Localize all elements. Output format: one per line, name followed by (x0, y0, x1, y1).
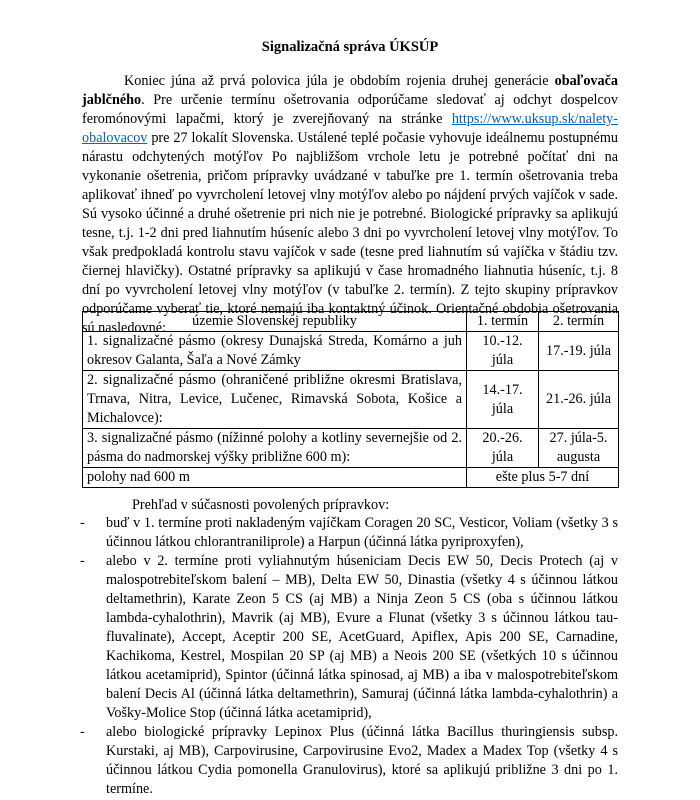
list-item-text: alebo biologické prípravky Lepinox Plus (účinná látka Bacillus thuringiensis subsp. Kurstaki, aj MB), Carpovirusine, Carpovirusine Evo2, Madex a Madex Top (všetky 4 s účinnou látkou Cydia pomonella Granulovirus), ktoré sa aplikujú približne 3 dni po 1. termíne. (106, 724, 618, 797)
term2-cell: 17.-19. júla (539, 332, 619, 371)
term2-cell: 21.-26. júla (539, 371, 619, 429)
uksup-link[interactable]: https://www.uksup.sk/nalety-obalovacov (82, 111, 618, 146)
header-term2: 2. termín (539, 312, 619, 332)
header-region: územie Slovenskej republiky (83, 312, 467, 332)
pest-name: obaľovača jablčného (82, 73, 618, 108)
table-row (83, 332, 619, 371)
table-row (83, 371, 619, 429)
list-item (82, 552, 618, 723)
term1-cell: 14.-17. júla (467, 371, 539, 429)
region-cell: 3. signalizačné pásmo (nížinné polohy a kotliny severnejšie od 2. pásma do nadmorskej výšky približne 600 m): (83, 429, 467, 468)
intro-text-3: pre 27 lokalít Slovenska. Ustálené teplé počasie vyhovuje ideálnemu postupnému nárastu odchytených motýľov Po najbližšom vrchole letu je potrebné počítať dni na vykonanie ošetrenia, pričom prípravky uvádzané v tabuľke pre 1. termín ošetrovania treba aplikovať ihneď po vyvrcholení letovej vlny motýľov alebo po nájdení prvých vajíčok v sade. Sú vysoko účinné a druhé ošetrenie pri nich nie je potrebné. Biologické prípravky sa aplikujú tesne, t.j. 1-2 dni pred liahnutím húseníc alebo 3 dni po vyvrcholení letovej vlny motýľov. To však predpokladá kontrolu stavu vajíčok v sade (tesne pred liahnutím sú vajíčka v štádiu tzv. čiernej hlavičky). Ostatné prípravky sa aplikujú v čase hromadného liahnutia húseníc, t.j. 8 dní po vyvrcholení letovej vlny motýľov (v tabuľke 2. termín). Z tejto skupiny prípravkov odporúčame vyberať tie, ktoré nemajú iba kontaktný účinok. Orientačné obdobia ošetrovania sú nasledovné: (82, 130, 618, 336)
intro-text-2: . Pre určenie termínu ošetrovania odporúčame sledovať aj odchyt dospelcov feromónovými lapačmi, ktorý je zverejňovaný na stránke (82, 92, 618, 127)
term2-cell: 27. júla-5. augusta (539, 429, 619, 468)
dash-bullet: - (80, 553, 85, 569)
list-item-text: buď v 1. termíne proti nakladeným vajíčkam Coragen 20 SC, Vesticor, Voliam (všetky 3 s účinnou látkou chlorantraniliprole) a Harpun (účinná látka pyriproxyfen), (106, 515, 618, 550)
region-cell: 1. signalizačné pásmo (okresy Dunajská Streda, Komárno a juh okresov Galanta, Šaľa a Nové Zámky (83, 332, 467, 371)
products-list (82, 514, 618, 799)
region-cell: 2. signalizačné pásmo (ohraničené približne okresmi Bratislava, Trnava, Nitra, Levice, Lučenec, Rimavská Sobota, Košice a Michalovce): (83, 371, 467, 429)
overview-heading: Prehľad v súčasnosti povolených prípravkov: (132, 497, 390, 513)
list-item-text: alebo v 2. termíne proti vyliahnutým húseniciam Decis EW 50, Decis Protech (aj v malospotrebiteľskom balení – MB), Delta EW 50, Dinastia (všetky 4 s účinnou látkou deltamethrin), Karate Zeon 5 CS (aj MB) a Ninja Zeon 5 CS (oba s účinnou látkou lambda-cyhalothrin), Mavrik (aj MB), Evure a Flunat (všetky 3 s účinnou látkou tau-fluvalinate), Accept, Aceptir 200 SE, AcetGuard, Apiflex, Apis 200 SE, Carnadine, Kachikoma, Kestrel, Mospilan 20 SP (aj MB) a Neois 200 SE (všetkých 10 s účinnou látkou acetamiprid), Spintor (účinná látka spinosad, aj MB) a iba v malospotrebiteľskom balení Decis Al (účinná látka deltamethrin), Samuraj (účinná látka lambda-cyhalothrin) a Vošky-Molice Stop (účinná látka acetamiprid), (106, 553, 618, 721)
dash-bullet: - (80, 515, 85, 531)
header-term1: 1. termín (467, 312, 539, 332)
table-header-row (83, 312, 619, 332)
table-row (83, 429, 619, 468)
intro-text-1: Koniec júna až prvá polovica júla je obdobím rojenia druhej generácie (124, 73, 555, 89)
treatment-periods-table (82, 311, 619, 488)
intro-paragraph (82, 72, 618, 338)
region-cell: polohy nad 600 m (83, 468, 467, 488)
terms-merged-cell: ešte plus 5-7 dní (467, 468, 619, 488)
list-item (82, 723, 618, 799)
term1-cell: 20.-26. júla (467, 429, 539, 468)
term1-cell: 10.-12. júla (467, 332, 539, 371)
list-item (82, 514, 618, 552)
table-row (83, 468, 619, 488)
document-title: Signalizačná správa ÚKSÚP (261, 39, 439, 55)
dash-bullet: - (80, 724, 85, 740)
